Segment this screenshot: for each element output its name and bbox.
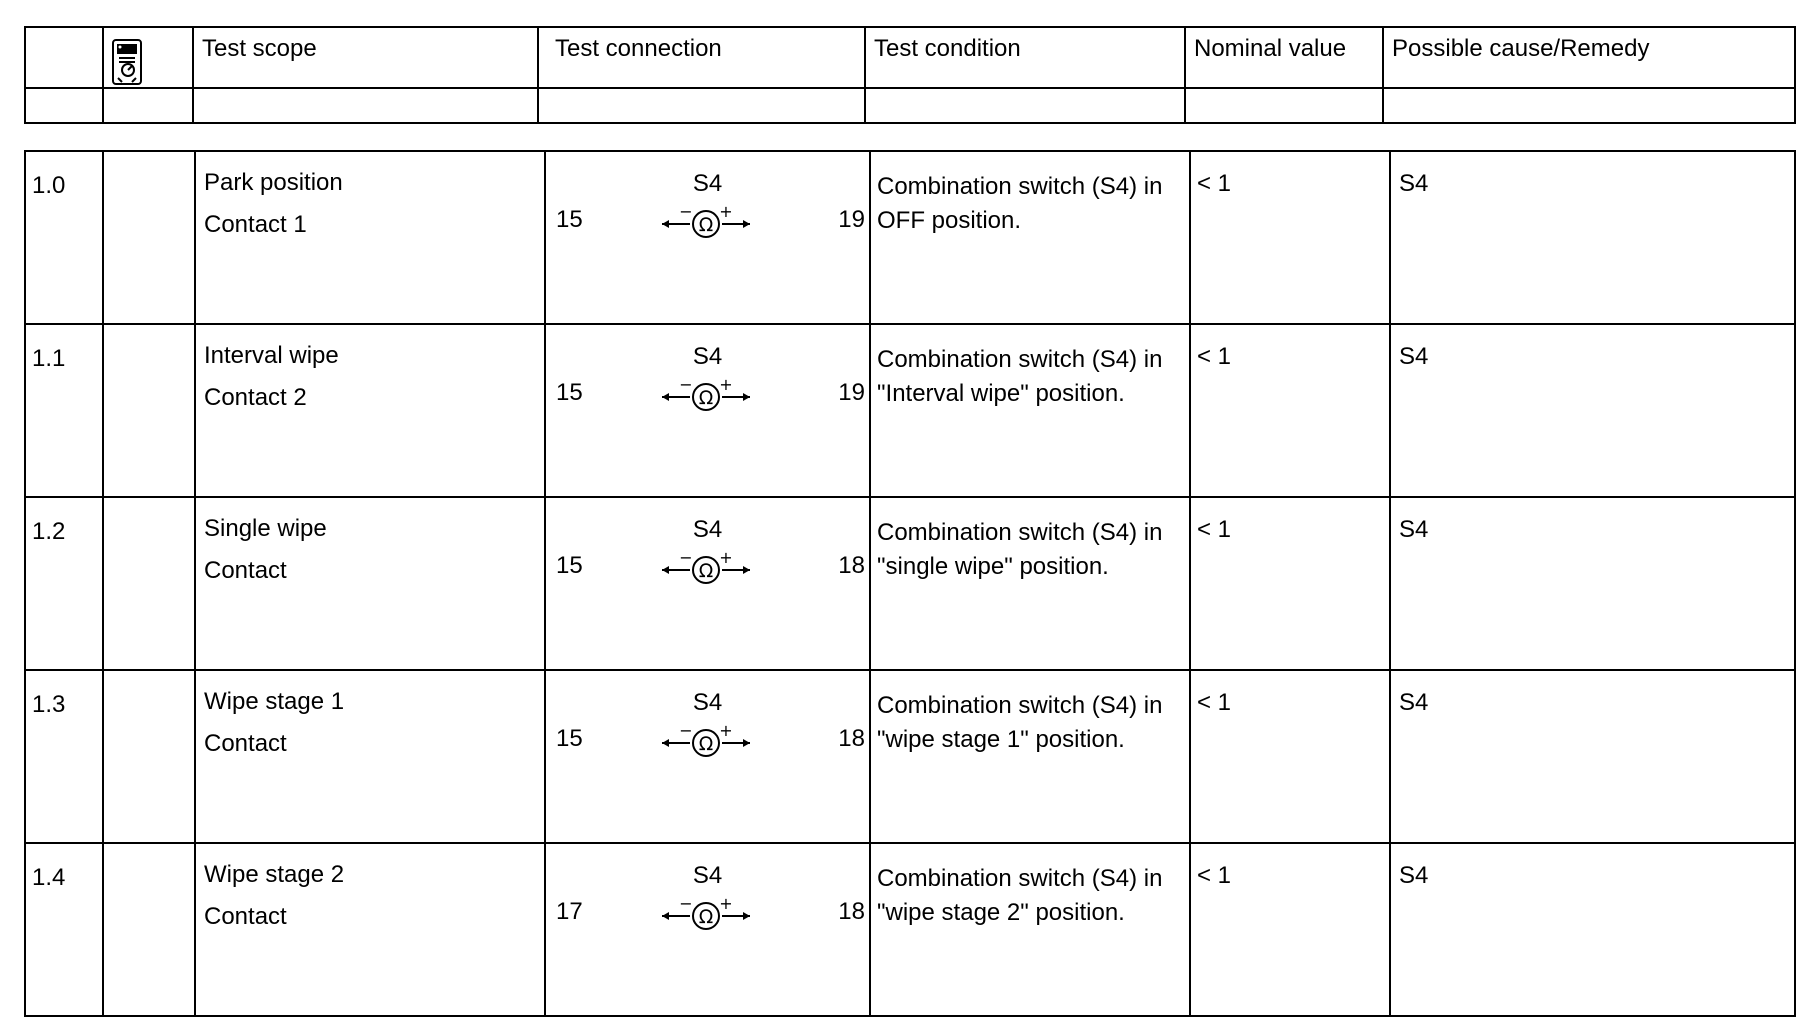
pin-left: 15 (556, 552, 583, 579)
test-scope-cell (195, 324, 545, 497)
possible-cause-cell: S4 (1390, 843, 1795, 1016)
svg-text:−: − (679, 896, 693, 913)
table-row (25, 670, 1795, 843)
header-possible-cause: Possible cause/Remedy (1383, 27, 1795, 88)
ohmmeter-icon (658, 723, 754, 759)
component-label: S4 (692, 689, 723, 716)
test-scope-cell (195, 151, 545, 324)
header-test-condition: Test condition (865, 27, 1185, 88)
ohmmeter-icon (658, 550, 754, 586)
pin-right: 19 (838, 379, 865, 406)
test-connection-cell (545, 151, 870, 324)
blank-cell (25, 88, 103, 123)
header-blank-row (25, 88, 1795, 123)
test-scope-contact: Contact (204, 557, 287, 584)
header-icon-cell (103, 27, 193, 88)
table-row (25, 151, 1795, 324)
multimeter-icon (110, 38, 146, 86)
component-label: S4 (692, 170, 723, 197)
test-step-number: 1.4 (25, 843, 103, 1016)
tester-column-cell (103, 324, 195, 497)
test-connection-cell (545, 497, 870, 670)
component-label: S4 (692, 343, 723, 370)
svg-text:Ω: Ω (698, 906, 714, 928)
test-scope-title: Wipe stage 1 (204, 688, 345, 715)
test-connection-cell (545, 670, 870, 843)
tester-column-cell (103, 151, 195, 324)
header-table (24, 26, 1796, 124)
svg-text:−: − (679, 204, 693, 221)
test-step-number: 1.1 (25, 324, 103, 497)
test-connection-cell (545, 324, 870, 497)
svg-text:+: + (719, 204, 733, 221)
ohmmeter-icon (658, 204, 754, 240)
svg-text:+: + (719, 550, 733, 567)
nominal-value-cell: < 1 (1190, 497, 1390, 670)
test-scope-contact: Contact 2 (204, 384, 307, 411)
test-scope-cell (195, 843, 545, 1016)
test-table (24, 150, 1796, 1017)
test-condition-cell: Combination switch (S4) in "single wipe" position. (870, 497, 1190, 670)
ohmmeter-icon (658, 896, 754, 932)
pin-left: 15 (556, 379, 583, 406)
pin-right: 19 (838, 206, 865, 233)
header-nominal-value: Nominal value (1185, 27, 1383, 88)
nominal-value-cell: < 1 (1190, 843, 1390, 1016)
blank-cell (193, 88, 538, 123)
tester-column-cell (103, 843, 195, 1016)
test-step-number: 1.3 (25, 670, 103, 843)
test-scope-title: Park position (204, 169, 343, 196)
test-table-body (25, 151, 1795, 1016)
pin-right: 18 (838, 725, 865, 752)
table-row (25, 843, 1795, 1016)
test-condition-cell: Combination switch (S4) in OFF position. (870, 151, 1190, 324)
test-step-number: 1.0 (25, 151, 103, 324)
blank-cell (1185, 88, 1383, 123)
header-num-cell (25, 27, 103, 88)
header-test-connection: Test connection (538, 27, 865, 88)
test-scope-cell (195, 497, 545, 670)
nominal-value-cell: < 1 (1190, 324, 1390, 497)
nominal-value-cell: < 1 (1190, 670, 1390, 843)
svg-text:Ω: Ω (698, 214, 714, 236)
pin-right: 18 (838, 898, 865, 925)
possible-cause-cell: S4 (1390, 670, 1795, 843)
svg-text:−: − (679, 550, 693, 567)
tester-column-cell (103, 670, 195, 843)
test-scope-cell (195, 670, 545, 843)
header-row (25, 27, 1795, 88)
tester-column-cell (103, 497, 195, 670)
svg-text:Ω: Ω (698, 733, 714, 755)
blank-cell (538, 88, 865, 123)
table-row (25, 324, 1795, 497)
pin-left: 15 (556, 725, 583, 752)
possible-cause-cell: S4 (1390, 497, 1795, 670)
component-label: S4 (692, 862, 723, 889)
test-scope-contact: Contact (204, 730, 287, 757)
svg-text:+: + (719, 377, 733, 394)
blank-cell (103, 88, 193, 123)
table-row (25, 497, 1795, 670)
possible-cause-cell: S4 (1390, 151, 1795, 324)
header-test-scope: Test scope (193, 27, 538, 88)
test-scope-contact: Contact 1 (204, 211, 307, 238)
svg-text:+: + (719, 896, 733, 913)
pin-right: 18 (838, 552, 865, 579)
pin-left: 17 (556, 898, 583, 925)
svg-text:−: − (679, 723, 693, 740)
test-scope-title: Wipe stage 2 (204, 861, 345, 888)
blank-cell (865, 88, 1185, 123)
svg-text:Ω: Ω (698, 560, 714, 582)
possible-cause-cell: S4 (1390, 324, 1795, 497)
nominal-value-cell: < 1 (1190, 151, 1390, 324)
svg-text:−: − (679, 377, 693, 394)
test-scope-title: Interval wipe (204, 342, 339, 369)
blank-cell (1383, 88, 1795, 123)
test-connection-cell (545, 843, 870, 1016)
pin-left: 15 (556, 206, 583, 233)
test-condition-cell: Combination switch (S4) in "wipe stage 2" position. (870, 843, 1190, 1016)
test-scope-title: Single wipe (204, 515, 327, 542)
svg-text:+: + (719, 723, 733, 740)
test-condition-cell: Combination switch (S4) in "wipe stage 1" position. (870, 670, 1190, 843)
svg-text:Ω: Ω (698, 387, 714, 409)
ohmmeter-icon (658, 377, 754, 413)
component-label: S4 (692, 516, 723, 543)
test-condition-cell: Combination switch (S4) in "Interval wipe" position. (870, 324, 1190, 497)
test-step-number: 1.2 (25, 497, 103, 670)
test-scope-contact: Contact (204, 903, 287, 930)
